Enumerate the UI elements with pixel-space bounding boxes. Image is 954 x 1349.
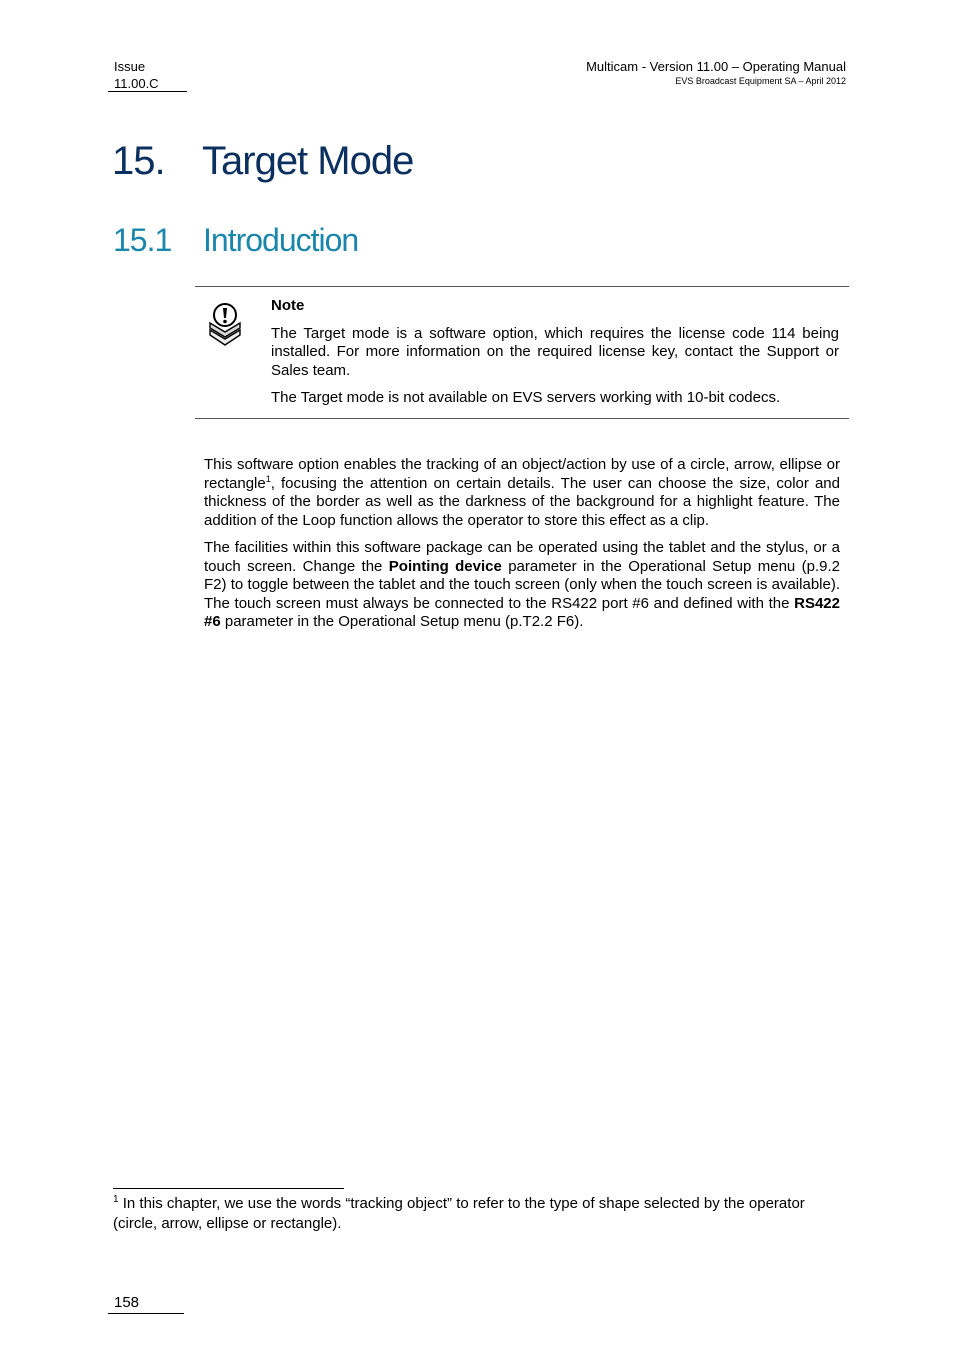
publisher: EVS Broadcast Equipment SA – April 2012 xyxy=(675,76,846,86)
running-header xyxy=(586,58,846,87)
warning-icon xyxy=(207,301,243,347)
issue-number: 11.00.C xyxy=(114,76,159,91)
manual-title: Multicam - Version 11.00 – Operating Manual xyxy=(586,59,846,74)
rs422-term: RS422 #6 xyxy=(204,594,840,630)
p2-text-c: parameter in the Operational Setup menu (p.T2.2 F6). xyxy=(220,613,584,630)
footer-rule xyxy=(108,1313,184,1314)
chapter-number: 15. xyxy=(112,139,165,183)
section-heading xyxy=(113,220,358,260)
note-box xyxy=(195,286,849,419)
footnote-rule xyxy=(113,1188,344,1189)
header-rule xyxy=(108,91,187,92)
p2-text-b: parameter in the Operational Setup menu (p.9.2 F2) to toggle between the tablet and the touch screen (only when the touch screen is available). The touch screen must always be connected to the RS422 port #6 and defined with the xyxy=(204,557,840,612)
p2-text-a: The facilities within this software package can be operated using the tablet and the stylus, or a touch screen. Change the xyxy=(204,539,840,575)
footnote-text: In this chapter, we use the words “tracking object” to refer to the type of shape selected by the operator (circle, arrow, ellipse or rectangle). xyxy=(113,1195,805,1232)
body-paragraph-2 xyxy=(204,539,840,632)
chapter-heading xyxy=(112,136,413,186)
chapter-title: Target Mode xyxy=(202,139,414,183)
pointing-device-term: Pointing device xyxy=(388,557,502,575)
footnote-marker: 1 xyxy=(113,1194,119,1205)
note-paragraph-2: The Target mode is not available on EVS servers working with 10-bit codecs. xyxy=(271,389,781,406)
p1-text-b: , focusing the attention on certain details. The user can choose the size, color and thickness of the border as well as the darkness of the background for a highlight feature. The addition of the Loop function allows the operator to store this effect as a clip. xyxy=(204,474,840,529)
issue-label: Issue xyxy=(114,59,146,74)
section-title: Introduction xyxy=(203,222,359,258)
section-number: 15.1 xyxy=(113,222,172,258)
body-paragraph-1 xyxy=(204,456,840,530)
footnote-reference[interactable]: 1 xyxy=(265,473,271,484)
note-title: Note xyxy=(271,297,305,314)
body-text xyxy=(204,456,840,641)
footnote xyxy=(113,1194,840,1234)
issue-block xyxy=(114,58,159,92)
page-number: 158 xyxy=(114,1294,140,1311)
note-paragraph-1: The Target mode is a software option, which requires the license code 114 being installed. For more information on the required license key, contact the Support or Sales team. xyxy=(271,324,839,379)
p1-text-a: This software option enables the tracking of an object/action by use of a circle, arrow, ellipse or rectangle xyxy=(204,456,840,492)
